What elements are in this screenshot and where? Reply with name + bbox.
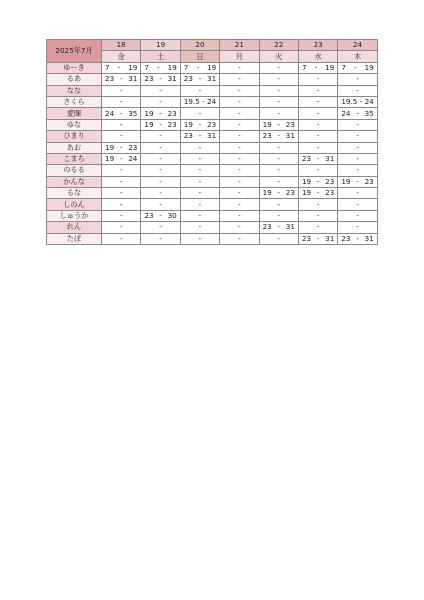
shift-separator: - [316, 188, 320, 198]
empty-shift-cell: - [141, 142, 180, 153]
day-weekday: 金 [102, 51, 141, 62]
shift-start: 23 [341, 233, 351, 243]
table-row [47, 131, 378, 142]
staff-name: 愛暉 [47, 108, 102, 119]
shift-time-cell [338, 108, 377, 119]
empty-shift-cell: - [220, 108, 259, 119]
shift-start: 7 [144, 62, 149, 72]
table-row [47, 188, 378, 199]
shift-time-cell [180, 62, 219, 73]
shift-separator: - [316, 233, 320, 243]
shift-end: 23 [207, 119, 217, 129]
table-row [47, 176, 378, 187]
shift-separator: - [277, 119, 281, 129]
shift-time-cell [298, 62, 337, 73]
empty-shift-cell: - [102, 165, 141, 176]
shift-start: 23 [183, 74, 193, 84]
empty-shift-cell: - [180, 153, 219, 164]
shift-separator: - [277, 222, 281, 232]
shift-end: 35 [128, 108, 138, 118]
shift-time-cell [259, 131, 298, 142]
shift-end: 23 [325, 176, 335, 186]
empty-shift-cell: - [338, 210, 377, 221]
shift-time-cell [180, 131, 219, 142]
shift-start: 23 [183, 131, 193, 141]
shift-time-cell [141, 108, 180, 119]
shift-end: 24 [364, 97, 374, 107]
empty-shift-cell: - [298, 131, 337, 142]
shift-time-cell [259, 119, 298, 130]
table-row [47, 153, 378, 164]
empty-shift-cell: - [259, 62, 298, 73]
shift-separator: - [277, 188, 281, 198]
day-weekday: 火 [259, 51, 298, 62]
shift-end: 31 [285, 131, 295, 141]
empty-shift-cell: - [180, 233, 219, 244]
schedule-body [47, 62, 378, 244]
shift-separator: - [157, 62, 160, 72]
shift-start: 19 [341, 176, 351, 186]
shift-start: 19 [262, 188, 272, 198]
shift-time-cell [180, 74, 219, 85]
shift-start: 24 [105, 108, 115, 118]
shift-time-cell [298, 176, 337, 187]
shift-end: 23 [285, 188, 295, 198]
empty-shift-cell: - [180, 176, 219, 187]
shift-separator: - [277, 131, 281, 141]
shift-end: 19 [364, 62, 374, 72]
table-row [47, 199, 378, 210]
shift-separator: - [202, 97, 205, 107]
empty-shift-cell: - [338, 85, 377, 96]
empty-shift-cell: - [298, 119, 337, 130]
table-row [47, 96, 378, 107]
table-row [47, 119, 378, 130]
empty-shift-cell: - [180, 222, 219, 233]
empty-shift-cell: - [259, 85, 298, 96]
shift-end: 23 [128, 142, 138, 152]
staff-name: あお [47, 142, 102, 153]
staff-name: かんな [47, 176, 102, 187]
shift-time-cell [102, 142, 141, 153]
shift-time-cell [338, 96, 377, 107]
shift-separator: - [198, 74, 202, 84]
shift-end: 23 [364, 176, 374, 186]
shift-start: 23 [262, 222, 272, 232]
empty-shift-cell: - [180, 142, 219, 153]
table-row [47, 74, 378, 85]
shift-separator: - [356, 108, 359, 118]
empty-shift-cell: - [220, 142, 259, 153]
empty-shift-cell: - [141, 233, 180, 244]
shift-end: 24 [128, 154, 138, 164]
shift-start: 7 [183, 62, 189, 72]
empty-shift-cell: - [180, 188, 219, 199]
empty-shift-cell: - [220, 131, 259, 142]
day-date: 22 [259, 40, 298, 51]
shift-start: 7 [341, 62, 346, 72]
shift-separator: - [119, 108, 123, 118]
table-row [47, 210, 378, 221]
shift-separator: - [316, 176, 320, 186]
shift-time-cell [102, 62, 141, 73]
empty-shift-cell: - [102, 131, 141, 142]
empty-shift-cell: - [259, 233, 298, 244]
empty-shift-cell: - [180, 199, 219, 210]
shift-time-cell [338, 176, 377, 187]
empty-shift-cell: - [338, 165, 377, 176]
empty-shift-cell: - [298, 222, 337, 233]
staff-name: のるる [47, 165, 102, 176]
shift-start: 24 [341, 108, 351, 118]
shift-separator: - [119, 74, 123, 84]
shift-schedule-table [46, 39, 378, 245]
empty-shift-cell: - [298, 210, 337, 221]
empty-shift-cell: - [259, 74, 298, 85]
empty-shift-cell: - [338, 199, 377, 210]
empty-shift-cell: - [259, 199, 298, 210]
empty-shift-cell: - [338, 153, 377, 164]
empty-shift-cell: - [259, 210, 298, 221]
shift-time-cell [338, 62, 377, 73]
shift-time-cell [141, 62, 180, 73]
empty-shift-cell: - [338, 188, 377, 199]
day-weekday: 月 [220, 51, 259, 62]
shift-time-cell [298, 233, 337, 244]
staff-name: れん [47, 222, 102, 233]
staff-name: ゆーき [47, 62, 102, 73]
table-row [47, 142, 378, 153]
shift-end: 24 [207, 97, 217, 107]
day-date: 21 [220, 40, 259, 51]
staff-name: るな [47, 188, 102, 199]
table-row [47, 85, 378, 96]
shift-start: 23 [301, 154, 312, 164]
shift-time-cell [102, 74, 141, 85]
shift-end: 31 [285, 222, 295, 232]
shift-start: 23 [144, 211, 154, 221]
empty-shift-cell: - [220, 176, 259, 187]
staff-name: なな [47, 85, 102, 96]
empty-shift-cell: - [220, 210, 259, 221]
day-date: 18 [102, 40, 141, 51]
shift-start: 23 [144, 74, 154, 84]
empty-shift-cell: - [220, 188, 259, 199]
empty-shift-cell: - [102, 96, 141, 107]
date-row [47, 40, 378, 51]
staff-name: るあ [47, 74, 102, 85]
empty-shift-cell: - [141, 199, 180, 210]
shift-start: 7 [105, 62, 110, 72]
shift-start: 7 [301, 62, 307, 72]
day-date: 19 [141, 40, 180, 51]
empty-shift-cell: - [141, 176, 180, 187]
staff-name: こまち [47, 153, 102, 164]
shift-separator: - [159, 119, 162, 129]
shift-separator: - [359, 97, 363, 107]
shift-start: 19 [105, 142, 115, 152]
empty-shift-cell: - [259, 142, 298, 153]
shift-end: 31 [167, 74, 177, 84]
shift-separator: - [353, 62, 357, 72]
empty-shift-cell: - [102, 222, 141, 233]
shift-time-cell [298, 153, 337, 164]
empty-shift-cell: - [141, 222, 180, 233]
empty-shift-cell: - [102, 233, 141, 244]
shift-time-cell [141, 210, 180, 221]
empty-shift-cell: - [220, 199, 259, 210]
shift-end: 35 [364, 108, 374, 118]
empty-shift-cell: - [220, 62, 259, 73]
empty-shift-cell: - [259, 108, 298, 119]
month-label: 2025年7月 [47, 40, 102, 63]
empty-shift-cell: - [220, 233, 259, 244]
shift-end: 31 [207, 74, 217, 84]
shift-start: 23 [105, 74, 115, 84]
staff-name: しのん [47, 199, 102, 210]
empty-shift-cell: - [298, 165, 337, 176]
table-row [47, 108, 378, 119]
empty-shift-cell: - [220, 74, 259, 85]
staff-name: ゆな [47, 119, 102, 130]
shift-end: 31 [325, 154, 335, 164]
shift-start: 19 [301, 188, 312, 198]
day-weekday: 土 [141, 51, 180, 62]
empty-shift-cell: - [220, 153, 259, 164]
shift-time-cell [259, 188, 298, 199]
empty-shift-cell: - [102, 188, 141, 199]
shift-start: 19 [144, 108, 154, 118]
empty-shift-cell: - [220, 222, 259, 233]
shift-end: 19 [128, 62, 138, 72]
empty-shift-cell: - [220, 119, 259, 130]
shift-end: 23 [167, 119, 177, 129]
empty-shift-cell: - [102, 176, 141, 187]
shift-start: 19 [105, 154, 115, 164]
shift-separator: - [314, 62, 318, 72]
empty-shift-cell: - [259, 96, 298, 107]
shift-time-cell [102, 153, 141, 164]
shift-end: 31 [207, 131, 217, 141]
empty-shift-cell: - [338, 142, 377, 153]
day-date: 20 [180, 40, 219, 51]
shift-separator: - [356, 176, 359, 186]
shift-time-cell [180, 119, 219, 130]
shift-start: 19 [183, 119, 193, 129]
shift-start: 19.5 [183, 97, 200, 107]
empty-shift-cell: - [220, 85, 259, 96]
shift-time-cell [338, 233, 377, 244]
staff-name: ひまり [47, 131, 102, 142]
shift-start: 23 [262, 131, 272, 141]
shift-end: 23 [167, 108, 177, 118]
day-date: 23 [298, 40, 337, 51]
table-row [47, 165, 378, 176]
empty-shift-cell: - [141, 165, 180, 176]
empty-shift-cell: - [141, 153, 180, 164]
empty-shift-cell: - [141, 85, 180, 96]
shift-time-cell [259, 222, 298, 233]
schedule-header [47, 40, 378, 63]
empty-shift-cell: - [338, 74, 377, 85]
day-date: 24 [338, 40, 377, 51]
shift-start: 19.5 [341, 97, 358, 107]
shift-end: 30 [167, 211, 177, 221]
day-weekday: 日 [180, 51, 219, 62]
table-row [47, 222, 378, 233]
shift-end: 31 [128, 74, 138, 84]
staff-name: しゅうか [47, 210, 102, 221]
shift-separator: - [316, 154, 320, 164]
empty-shift-cell: - [298, 142, 337, 153]
empty-shift-cell: - [141, 131, 180, 142]
empty-shift-cell: - [220, 165, 259, 176]
empty-shift-cell: - [180, 165, 219, 176]
empty-shift-cell: - [298, 108, 337, 119]
empty-shift-cell: - [180, 108, 219, 119]
empty-shift-cell: - [298, 74, 337, 85]
shift-end: 23 [325, 188, 335, 198]
shift-separator: - [198, 119, 202, 129]
shift-time-cell [180, 96, 219, 107]
shift-end: 19 [325, 62, 335, 72]
table-row [47, 233, 378, 244]
shift-separator: - [119, 154, 123, 164]
day-weekday: 木 [338, 51, 377, 62]
empty-shift-cell: - [298, 96, 337, 107]
shift-separator: - [198, 131, 202, 141]
shift-start: 19 [262, 119, 272, 129]
table-row [47, 62, 378, 73]
shift-start: 19 [144, 119, 154, 129]
empty-shift-cell: - [338, 222, 377, 233]
day-weekday: 水 [298, 51, 337, 62]
empty-shift-cell: - [141, 188, 180, 199]
empty-shift-cell: - [180, 210, 219, 221]
shift-time-cell [102, 108, 141, 119]
shift-end: 31 [325, 233, 335, 243]
shift-time-cell [141, 74, 180, 85]
shift-end: 23 [285, 119, 295, 129]
shift-end: 31 [364, 233, 374, 243]
empty-shift-cell: - [102, 119, 141, 130]
empty-shift-cell: - [141, 96, 180, 107]
empty-shift-cell: - [338, 131, 377, 142]
empty-shift-cell: - [102, 210, 141, 221]
shift-start: 19 [301, 176, 312, 186]
shift-separator: - [117, 62, 121, 72]
empty-shift-cell: - [298, 199, 337, 210]
shift-time-cell [141, 119, 180, 130]
staff-name: たぼ [47, 233, 102, 244]
empty-shift-cell: - [298, 85, 337, 96]
shift-end: 19 [167, 62, 177, 72]
shift-end: 19 [207, 62, 217, 72]
empty-shift-cell: - [259, 153, 298, 164]
shift-separator: - [159, 211, 162, 221]
empty-shift-cell: - [338, 119, 377, 130]
empty-shift-cell: - [259, 176, 298, 187]
shift-separator: - [356, 233, 359, 243]
empty-shift-cell: - [102, 199, 141, 210]
shift-start: 23 [301, 233, 312, 243]
shift-separator: - [196, 62, 199, 72]
shift-time-cell [298, 188, 337, 199]
shift-separator: - [119, 142, 123, 152]
staff-name: さくら [47, 96, 102, 107]
empty-shift-cell: - [102, 85, 141, 96]
shift-separator: - [159, 74, 162, 84]
empty-shift-cell: - [220, 96, 259, 107]
empty-shift-cell: - [180, 85, 219, 96]
empty-shift-cell: - [259, 165, 298, 176]
shift-separator: - [159, 108, 162, 118]
